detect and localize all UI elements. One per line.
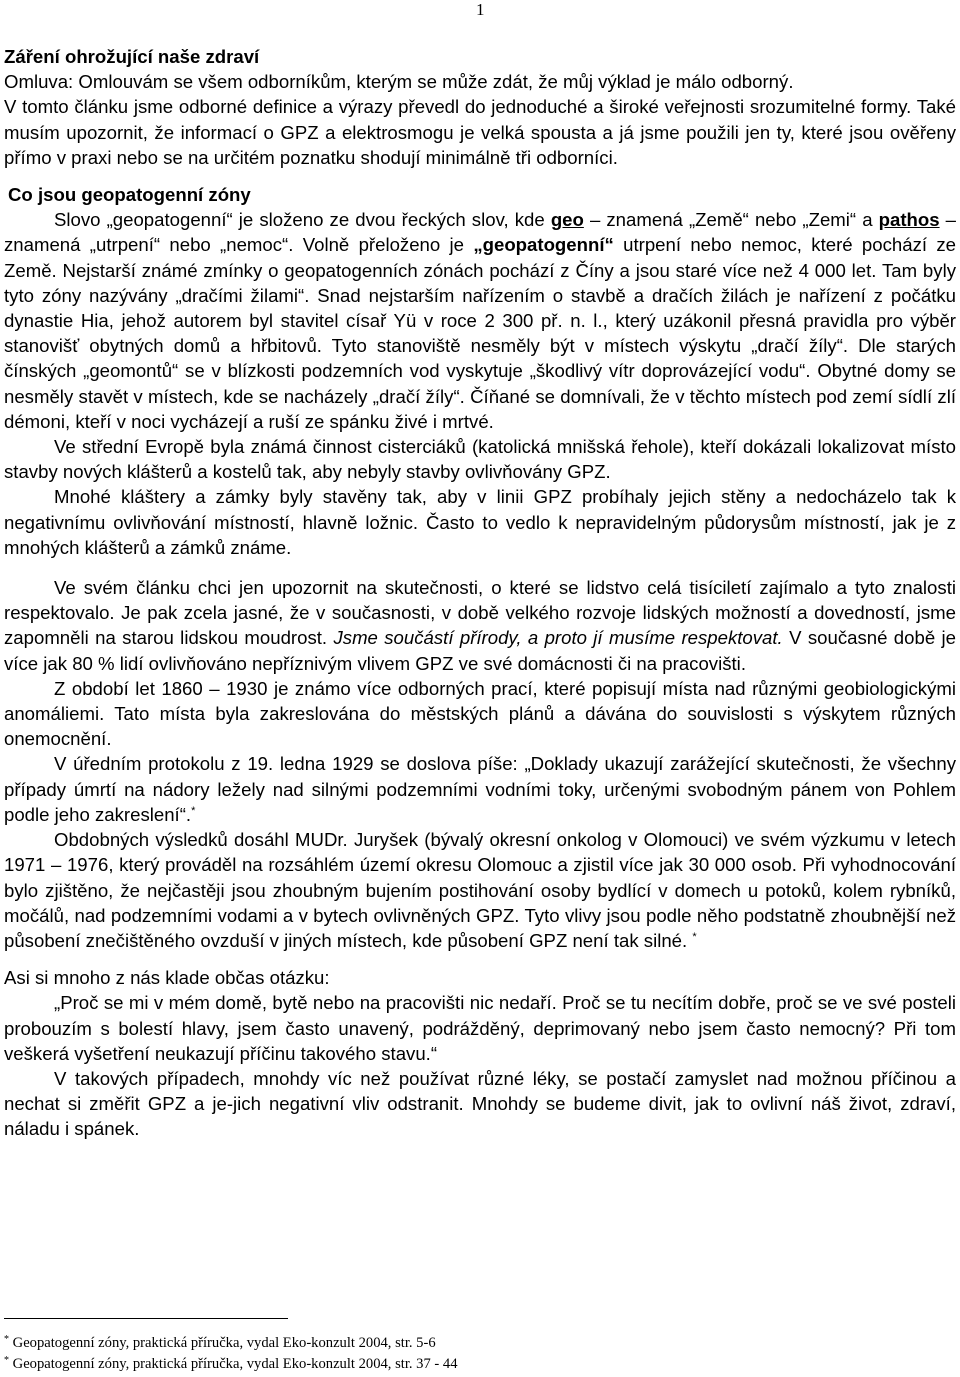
emphasis-text: Jsme součástí přírody, a proto jí musíme respektovat. bbox=[333, 627, 783, 649]
footnote-1 bbox=[4, 1334, 944, 1352]
term-pathos: pathos bbox=[878, 209, 940, 231]
section-paragraph-history: Z období let 1860 – 1930 je známo více odborných prací, které popisují místa nad různými geobiologickými anomáliemi. Tato místa byla zakreslována do městských plánů a dávána do souvislosti s výskytem různých onemocnění. bbox=[4, 677, 956, 750]
text-fragment: Obdobných výsledků dosáhl MUDr. Juryšek (bývalý okresní onkolog v Olomouci) ve svém výzkumu v letech 1971 – 1976, který prováděl na rozsáhlém území okresu Olomouc a zjistil více jak 30 000 osob. Při vyhodnocování bylo zjištěno, že nejčastěji jsou zhoubným bujením postihování osoby bydlící v domech u potoků, kolem rybníků, močálů, nad podzemními vodami a v bytech ovlivněných GPZ. Tyto vlivy jsou podle něho podstatně zhoubnější než působení znečištěného ovzduší v jiných místech, kde působení GPZ není tak silné. bbox=[4, 829, 956, 951]
section-paragraph-protocol bbox=[4, 751, 956, 827]
footnote-divider bbox=[4, 1318, 288, 1319]
text-fragment: utrpení nebo nemoc, které pochází ze Země. Nejstarší známé zmínky o geopatogenních zónách pochází z Číny a jsou staré více než 4 000 let. Tam byly tyto zóny nazývány „dračími žilami“. Snad nejstarším nařízením o stavbě a dračích žilách je nařízení z počátku dynastie Hia, jehož autorem byl stavitel císař Yü v roce 2 300 př. n. l., který uzákonil přesná pravidla pro výběr stanovišť obytných domů a hřbitovů. Tyto stanoviště nesměly být v místech výskytu „dračí žíly“. Dle starých čínských „geomontů“ se v blízkosti podzemních vod vyskytuje „škodlivý vítr doprovázející vodu“. Obytné domy se nesměly stavět v místech, kde se nacházely „dračí žíly“. Číňané se domnívali, že v těchto místech pod zemí sídlí zlí démoni, kteří v noci vycházejí a ruší ze spánku živé i mrtvé. bbox=[4, 234, 956, 432]
section-paragraph-castles: Mnohé kláštery a zámky byly stavěny tak, aby v linii GPZ probíhaly jejich stěny a nedocházelo tak k negativnímu ovlivňování místností, hlavně ložnic. Často to vedlo k nepravidelným půdorysům místností, jak je z mnohých klášterů a zámků známe. bbox=[4, 486, 956, 558]
text-fragment: Slovo „geopatogenní“ je složeno ze dvou řeckých slov, kde bbox=[54, 209, 551, 231]
section-paragraph-research bbox=[4, 827, 956, 953]
section-heading: Co jsou geopatogenní zóny bbox=[8, 184, 251, 206]
text-fragment: V současné době je více jak 80 % lidí ovlivňováno nepříznivým vlivem GPZ ve své domácnosti či na pracovišti. bbox=[4, 627, 957, 674]
apology-line: Omluva: Omlouvám se všem odborníkům, kterým se může zdát, že můj výklad je málo odborný. bbox=[4, 71, 794, 93]
section-paragraph-awareness bbox=[4, 575, 956, 676]
text-fragment: Ve svém článku chci jen upozornit na skutečnosti, o které se lidstvo celá tisíciletí zajímalo a tyto znalosti respektovalo. Je pak zcela jasné, že v současnosti, v době velkého rozvoje lidských možností a dovedností, jsme zapomněli na starou lidskou moudrost. bbox=[4, 577, 956, 649]
text-fragment: – znamená „Země“ nebo „Zemi“ a bbox=[583, 209, 879, 231]
footnote-marker: * bbox=[191, 804, 196, 817]
term-geo: geo bbox=[550, 209, 584, 231]
footnote-2 bbox=[4, 1355, 944, 1373]
closing-paragraph: V takových případech, mnohdy víc než používat různé léky, se postačí zamyslet nad možnou příčinou a nechat si změřit GPZ a je-jich negativní vliv odstranit. Mnohdy se budeme divit, jak to ovlivní náš život, zdraví, náladu i spánek. bbox=[4, 1067, 956, 1140]
text-fragment: – znamená „utrpení“ nebo „nemoc“. Volně přeloženo je bbox=[4, 209, 957, 256]
question-quote: „Proč se mi v mém domě, bytě nebo na pracovišti nic nedaří. Proč se tu necítím dobře, proč se ve své posteli probouzím s bolestí hlavy, jsem často unavený, podrážděný, deprimovaný nebo jsem často nemocný? Při tom veškerá vyšetření neukazují příčinu takového stavu.“ bbox=[4, 992, 956, 1064]
footnote-marker: * bbox=[4, 1355, 9, 1366]
section-paragraph-cistercians: Ve střední Evropě byla známá činnost cisterciáků (katolická mnišská řehole), kteří dokázali lokalizovat místo stavby nových klášterů a kostelů tak, aby nebyly stavby ovlivňovány GPZ. bbox=[4, 436, 956, 483]
footnote-text: Geopatogenní zóny, praktická příručka, vydal Eko-konzult 2004, str. 37 - 44 bbox=[12, 1356, 458, 1372]
document-body bbox=[4, 44, 956, 1142]
footnote-marker: * bbox=[4, 1334, 9, 1345]
section-paragraph-etymology bbox=[4, 207, 956, 434]
text-fragment: V úředním protokolu z 19. ledna 1929 se doslova píše: „Doklady ukazují zarážející skutečnosti, že všechny případy úmrtí na nádory ležely nad silnými podzemními vodními toky, určenými svobodným pánem von Pohlem podle jeho zakreslení“. bbox=[4, 753, 956, 825]
question-intro: Asi si mnoho z nás klade občas otázku: bbox=[4, 967, 330, 989]
footnote-text: Geopatogenní zóny, praktická příručka, vydal Eko-konzult 2004, str. 5-6 bbox=[12, 1335, 436, 1351]
term-geopatogenni: „geopatogenní“ bbox=[473, 234, 614, 256]
footnote-marker: * bbox=[692, 930, 697, 943]
intro-paragraph: V tomto článku jsme odborné definice a výrazy převedl do jednoduché a široké veřejnosti srozumitelné formy. Také musím upozornit, že informací o GPZ a elektrosmogu je velká spousta a já jsme použili jen ty, které jsou ověřeny přímo v praxi nebo se na určitém poznatku shodují minimálně tři odborníci. bbox=[4, 96, 956, 168]
document-title: Záření ohrožující naše zdraví bbox=[4, 46, 260, 67]
page-number: 1 bbox=[476, 0, 485, 19]
